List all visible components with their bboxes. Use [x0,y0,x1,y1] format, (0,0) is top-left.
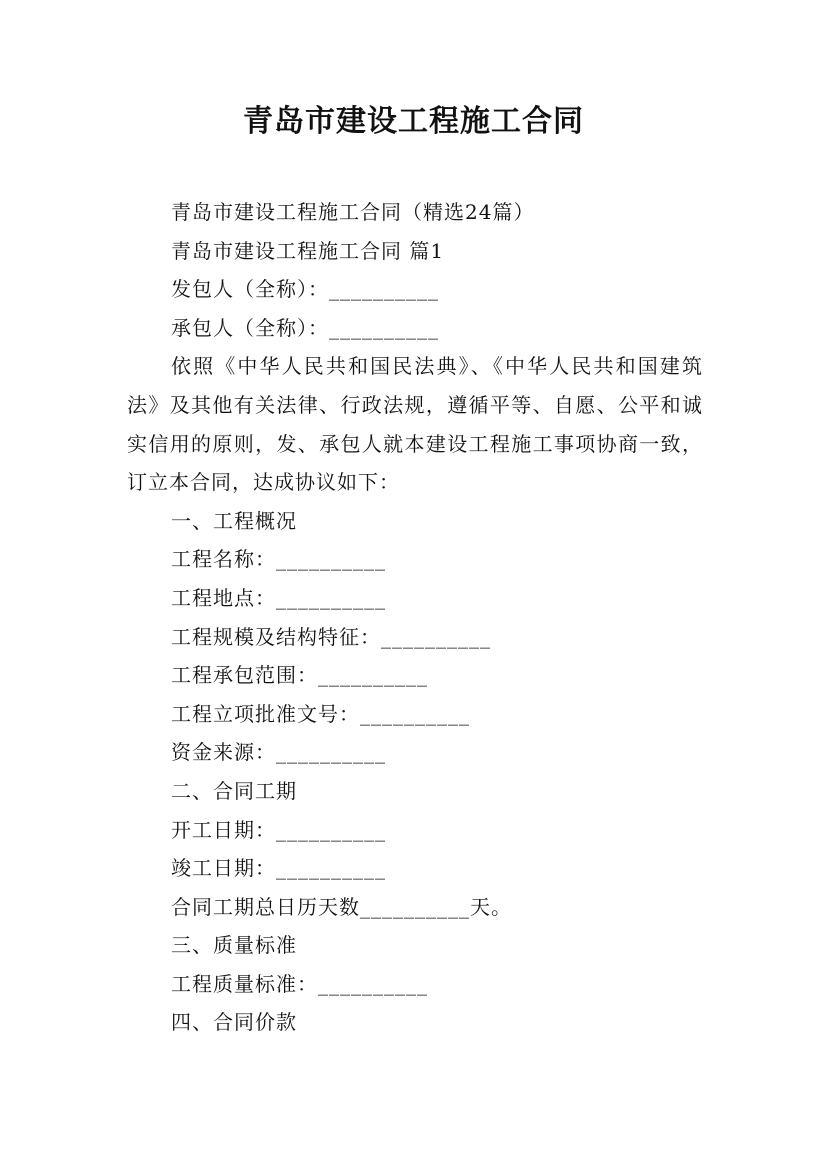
paragraph-section-heading: 青岛市建设工程施工合同 篇1 [171,238,445,263]
paragraph-employer-field: 发包人（全称）：__________ [171,277,439,302]
paragraph-collection-heading: 青岛市建设工程施工合同（精选24篇） [171,200,535,224]
paragraph-completion-date-field: 竣工日期：__________ [171,856,386,881]
paragraph-funding-source-field: 资金来源：__________ [171,740,386,765]
paragraph-total-days-field: 合同工期总日历天数__________天。 [171,894,512,919]
paragraph-preamble: 依照《中华人民共和国民法典》、《中华人民共和国建筑法》及其他有关法律、行政法规，遵循平等、自愿、公平和诚实信用的原则，发、承包人就本建设工程施工事项协商一致，订立本合同，达成协议如下： [127,354,703,495]
paragraph-project-scale-field: 工程规模及结构特征：__________ [171,624,491,649]
paragraph-contract-scope-field: 工程承包范围：__________ [171,663,428,688]
paragraph-project-name-field: 工程名称：__________ [171,547,386,572]
paragraph-start-date-field: 开工日期：__________ [171,817,386,842]
paragraph-heading-contract-price: 四、合同价款 [171,1010,297,1035]
paragraph-heading-contract-period: 二、合同工期 [171,778,297,803]
paragraph-heading-project-overview: 一、工程概况 [171,508,297,533]
paragraph-project-location-field: 工程地点：__________ [171,585,386,610]
paragraph-contractor-field: 承包人（全称）：__________ [171,315,439,340]
paragraph-heading-quality-standard: 三、质量标准 [171,933,297,958]
document-title: 青岛市建设工程施工合同 [243,104,584,139]
paragraph-approval-number-field: 工程立项批准文号：__________ [171,701,470,726]
document-body [127,193,703,1042]
paragraph-quality-standard-field: 工程质量标准：__________ [171,971,428,996]
